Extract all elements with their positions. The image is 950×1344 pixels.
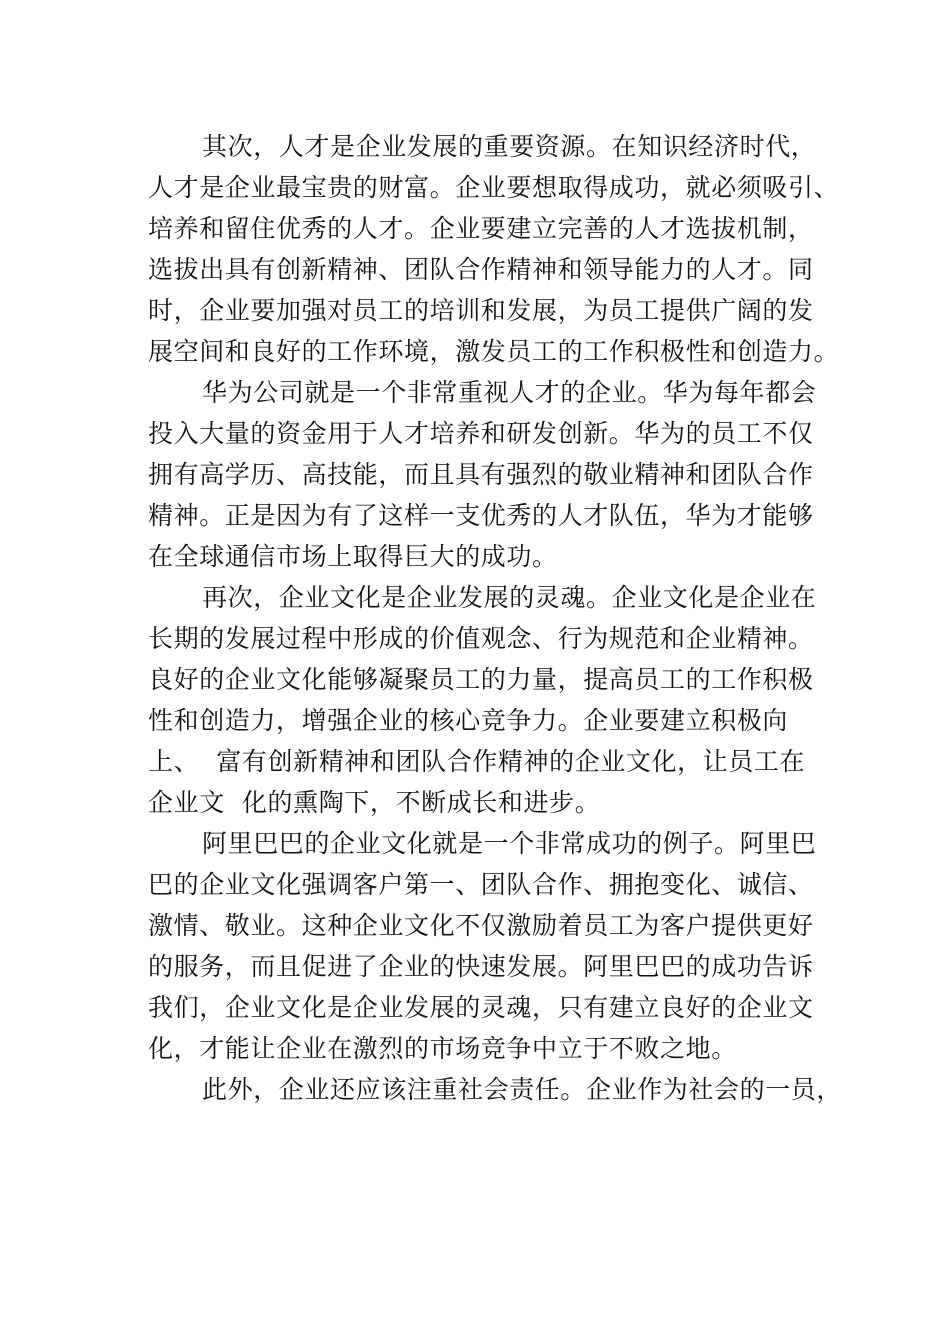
text-line: 时，企业要加强对员工的培训和发展，为员工提供广阔的发 bbox=[148, 296, 814, 325]
text-line: 其次，人才是企业发展的重要资源。在知识经济时代， bbox=[202, 132, 817, 161]
text-line: 上、 富有创新精神和团队合作精神的企业文化，让员工在 bbox=[148, 747, 806, 776]
text-line: 我们，企业文化是企业发展的灵魂，只有建立良好的企业文 bbox=[148, 993, 814, 1022]
text-line: 拥有高学历、高技能，而且具有强烈的敬业精神和团队合作 bbox=[148, 460, 814, 489]
text-line: 华为公司就是一个非常重视人才的企业。华为每年都会 bbox=[202, 378, 817, 407]
text-line: 阿里巴巴的企业文化就是一个非常成功的例子。阿里巴 bbox=[202, 829, 817, 858]
text-line: 化，才能让企业在激烈的市场竞争中立于不败之地。 bbox=[148, 1034, 737, 1063]
text-line: 此外，企业还应该注重社会责任。企业作为社会的一员， bbox=[202, 1075, 843, 1104]
text-line: 展空间和良好的工作环境，激发员工的工作积极性和创造力。 bbox=[148, 337, 840, 366]
text-line: 企业文 化的熏陶下，不断成长和进步。 bbox=[148, 788, 601, 817]
text-line: 激情、敬业。这种企业文化不仅激励着员工为客户提供更好 bbox=[148, 911, 814, 940]
paragraph-alibaba bbox=[148, 823, 828, 1069]
text-line: 人才是企业最宝贵的财富。企业要想取得成功，就必须吸引、 bbox=[148, 173, 840, 202]
text-line: 选拔出具有创新精神、团队合作精神和领导能力的人才。同 bbox=[148, 255, 814, 284]
text-line: 培养和留住优秀的人才。企业要建立完善的人才选拔机制， bbox=[148, 214, 814, 243]
text-line: 性和创造力，增强企业的核心竞争力。企业要建立积极向 bbox=[148, 706, 789, 735]
text-line: 的服务，而且促进了企业的快速发展。阿里巴巴的成功告诉 bbox=[148, 952, 814, 981]
text-line: 再次，企业文化是企业发展的灵魂。企业文化是企业在 bbox=[202, 583, 817, 612]
text-line: 巴的企业文化强调客户第一、团队合作、拥抱变化、诚信、 bbox=[148, 870, 814, 899]
paragraph-huawei bbox=[148, 372, 828, 577]
text-line: 精神。正是因为有了这样一支优秀的人才队伍，华为才能够 bbox=[148, 501, 814, 530]
text-line: 在全球通信市场上取得巨大的成功。 bbox=[148, 542, 558, 571]
text-line: 投入大量的资金用于人才培养和研发创新。华为的员工不仅 bbox=[148, 419, 814, 448]
paragraph-culture bbox=[148, 577, 828, 823]
document-body bbox=[148, 126, 843, 1110]
paragraph-social-responsibility bbox=[148, 1069, 843, 1110]
text-line: 良好的企业文化能够凝聚员工的力量，提高员工的工作积极 bbox=[148, 665, 814, 694]
paragraph-talent bbox=[148, 126, 840, 372]
text-line: 长期的发展过程中形成的价值观念、行为规范和企业精神。 bbox=[148, 624, 814, 653]
